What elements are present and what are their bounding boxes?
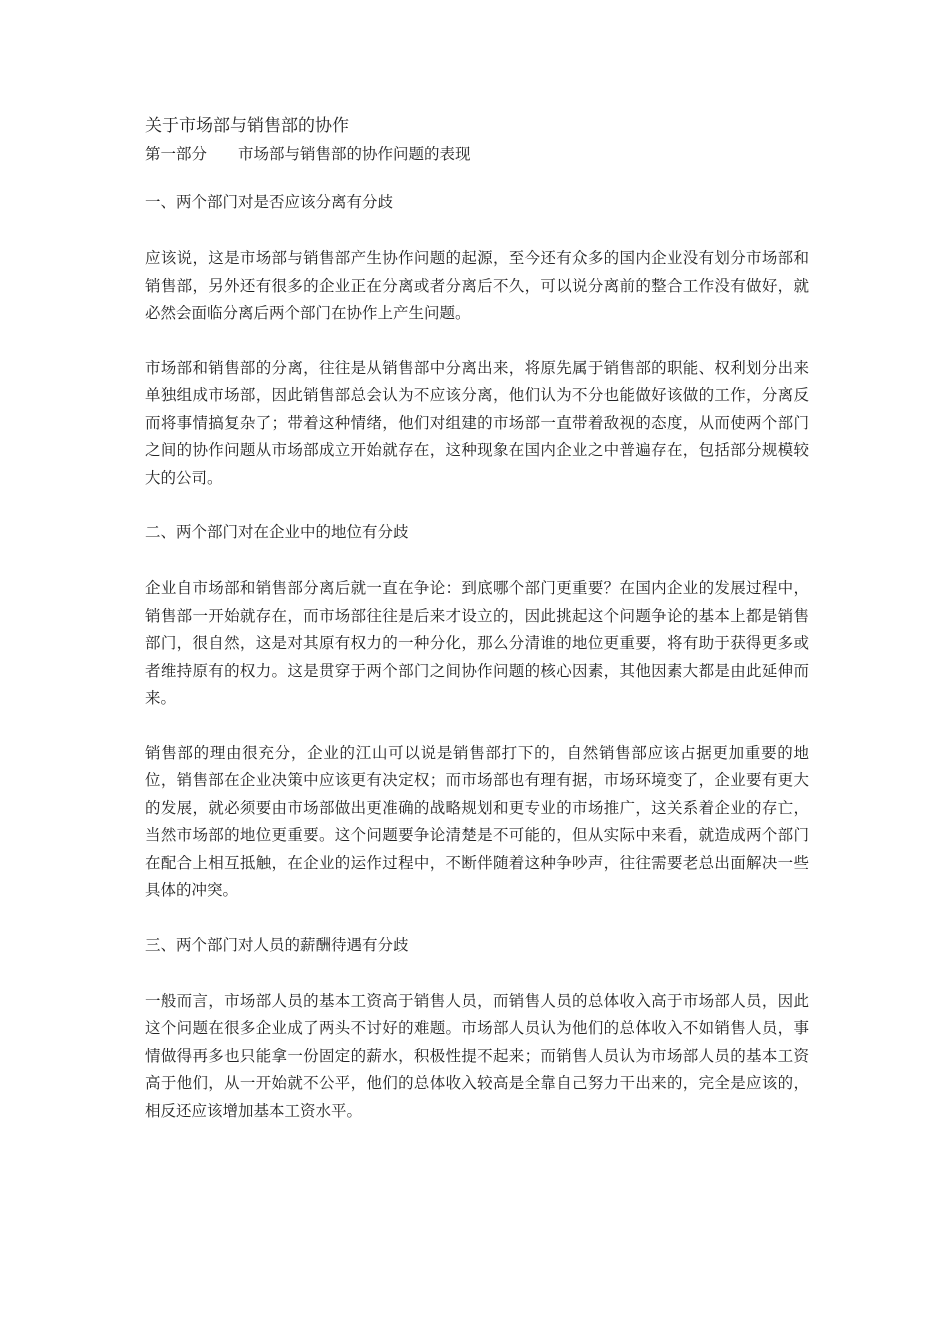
paragraph: 市场部和销售部的分离，往往是从销售部中分离出来，将原先属于销售部的职能、权利划分出来单独组成市场部，因此销售部总会认为不应该分离，他们认为不分也能做好该做的工作，分离反而将事情搞复杂了；带着这种情绪，他们对组建的市场部一直带着敌视的态度，从而使两个部门之间的协作问题从市场部成立开始就存在，这种现象在国内企业之中普遍存在，包括部分规模较大的公司。 <box>145 358 809 487</box>
paragraph: 企业自市场部和销售部分离后就一直在争论：到底哪个部门更重要？在国内企业的发展过程中，销售部一开始就存在，而市场部往往是后来才设立的，因此挑起这个问题争论的基本上都是销售部门，很自然，这是对其原有权力的一种分化，那么分清谁的地位更重要，将有助于获得更多或者维持原有的权力。这是贯穿于两个部门之间协作问题的核心因素，其他因素大都是由此延伸而来。 <box>145 579 809 707</box>
document-page <box>145 112 809 1152</box>
paragraph: 销售部的理由很充分，企业的江山可以说是销售部打下的，自然销售部应该占据更加重要的地位，销售部在企业决策中应该更有决定权；而市场部也有理有据，市场环境变了，企业要有更大的发展，就必须要由市场部做出更准确的战略规划和更专业的市场推广，这关系着企业的存亡，当然市场部的地位更重要。这个问题要争论清楚是不可能的，但从实际中来看，就造成两个部门在配合上相互抵触，在企业的运作过程中，不断伴随着这种争吵声，往往需要老总出面解决一些具体的冲突。 <box>145 743 809 899</box>
paragraph: 一般而言，市场部人员的基本工资高于销售人员，而销售人员的总体收入高于市场部人员，因此这个问题在很多企业成了两头不讨好的难题。市场部人员认为他们的总体收入不如销售人员，事情做得再多也只能拿一份固定的薪水，积极性提不起来；而销售人员认为市场部人员的基本工资高于他们，从一开始就不公平，他们的总体收入较高是全靠自己努力干出来的，完全是应该的，相反还应该增加基本工资水平。 <box>145 991 809 1120</box>
section-heading-2: 二、两个部门对在企业中的地位有分歧 <box>145 523 409 541</box>
document-title: 关于市场部与销售部的协作 <box>145 116 349 136</box>
section-heading-1: 一、两个部门对是否应该分离有分歧 <box>145 193 394 211</box>
section-heading-3: 三、两个部门对人员的薪酬待遇有分歧 <box>145 935 409 954</box>
paragraph: 应该说，这是市场部与销售部产生协作问题的起源，至今还有众多的国内企业没有划分市场部和销售部，另外还有很多的企业正在分离或者分离后不久，可以说分离前的整合工作没有做好，就必然会面临分离后两个部门在协作上产生问题。 <box>145 249 809 322</box>
part-title: 第一部分 市场部与销售部的协作问题的表现 <box>145 145 471 163</box>
